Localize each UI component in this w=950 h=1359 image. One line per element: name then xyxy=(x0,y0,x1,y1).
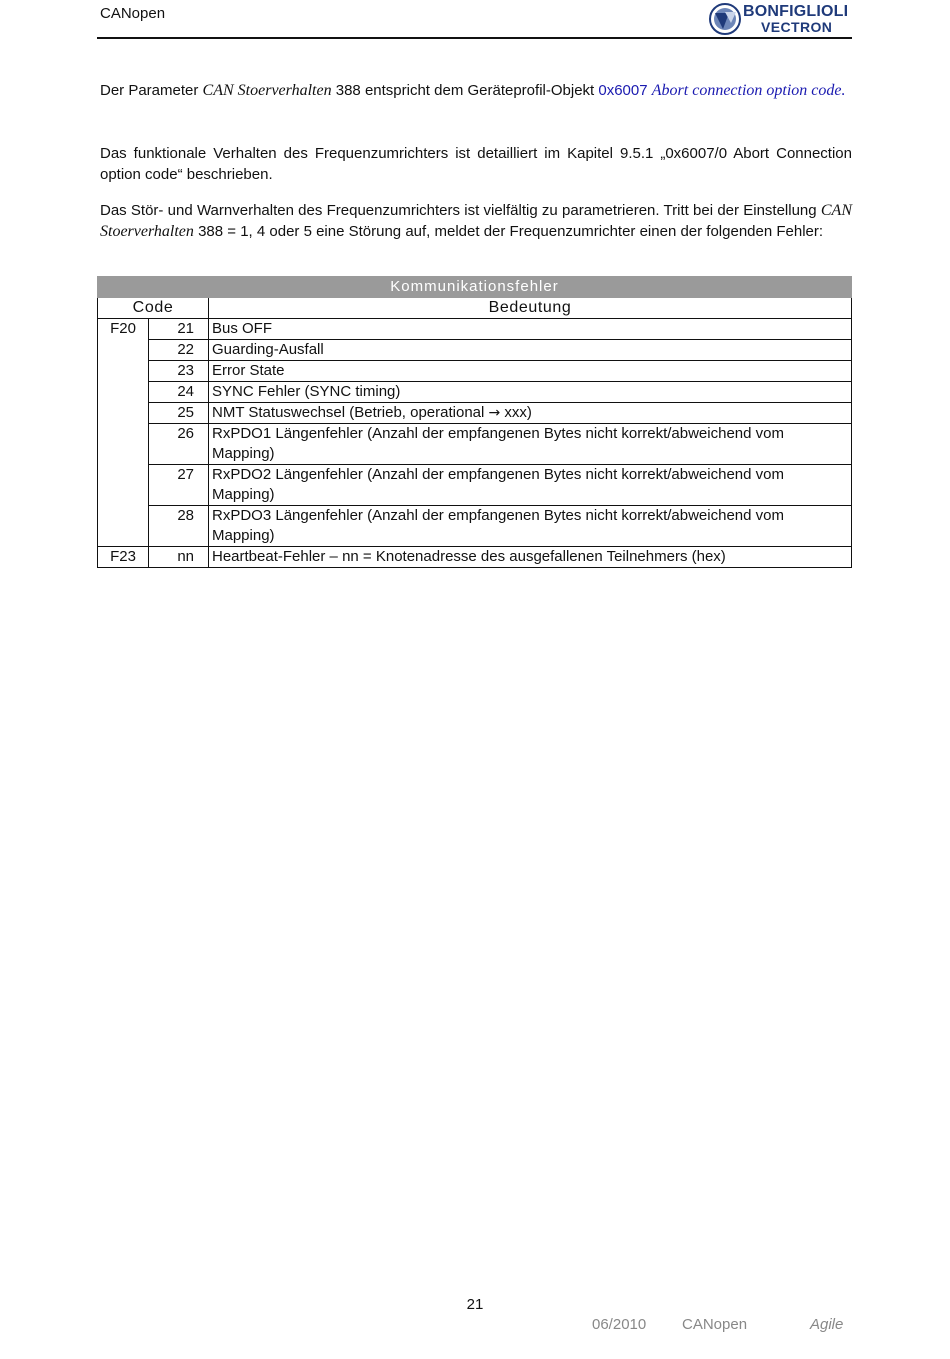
object-index-link[interactable]: 0x6007 xyxy=(598,82,648,99)
error-subcode: 28 xyxy=(149,506,209,547)
table-row xyxy=(98,403,852,424)
error-description: Bus OFF xyxy=(209,319,852,340)
footer-document: CANopen xyxy=(682,1316,748,1333)
body-text xyxy=(100,80,852,240)
table-row xyxy=(98,547,852,568)
footer-date: 06/2010 xyxy=(592,1316,647,1333)
text-span: . xyxy=(841,82,846,99)
error-description: RxPDO1 Längenfehler (Anzahl der empfangenen Bytes nicht korrekt/abweichend vom Mapping) xyxy=(209,424,852,465)
table-caption: Kommunikationsfehler xyxy=(98,277,852,298)
error-code-group-cont xyxy=(98,340,149,361)
error-subcode: 27 xyxy=(149,465,209,506)
text-span: Der Parameter xyxy=(100,82,203,99)
table-row xyxy=(98,340,852,361)
table-header-row xyxy=(98,298,852,319)
error-description: RxPDO3 Längenfehler (Anzahl der empfangenen Bytes nicht korrekt/abweichend vom Mapping) xyxy=(209,506,852,547)
table-row xyxy=(98,382,852,403)
error-subcode: 25 xyxy=(149,403,209,424)
table-caption-row xyxy=(98,277,852,298)
column-header-code: Code xyxy=(98,298,209,319)
error-code-group: F20 xyxy=(98,319,149,340)
error-description: RxPDO2 Längenfehler (Anzahl der empfangenen Bytes nicht korrekt/abweichend vom Mapping) xyxy=(209,465,852,506)
paragraph-parameter xyxy=(100,80,852,101)
arrow-right-icon: → xyxy=(488,405,501,421)
error-subcode: 26 xyxy=(149,424,209,465)
error-subcode: 22 xyxy=(149,340,209,361)
error-subcode: 21 xyxy=(149,319,209,340)
text-span: 388 = 1, 4 oder 5 eine Störung auf, meldet der Frequenzumrichter einen der folgenden Fehler: xyxy=(193,223,824,240)
table-row xyxy=(98,319,852,340)
logo-emblem-icon xyxy=(709,3,741,35)
error-subcode: 24 xyxy=(149,382,209,403)
footer-product: Agile xyxy=(810,1316,844,1333)
table-row xyxy=(98,465,852,506)
logo-text-vectron: VECTRON xyxy=(761,19,833,35)
parameter-name: CAN Stoerverhalten xyxy=(202,82,332,99)
error-subcode: 23 xyxy=(149,361,209,382)
error-code-group-cont xyxy=(98,361,149,382)
page-footer xyxy=(592,1316,843,1333)
table-row xyxy=(98,361,852,382)
paragraph-errors-intro xyxy=(100,200,852,242)
error-description xyxy=(209,403,852,424)
object-name-link[interactable]: Abort connection option code xyxy=(651,82,842,99)
text-span: NMT Statuswechsel (Betrieb, operational xyxy=(212,404,489,421)
column-header-meaning: Bedeutung xyxy=(209,298,852,319)
text-span: Das Stör- und Warnverhalten des Frequenzumrichters ist vielfältig zu parametrieren. Tritt bei der Einstellung xyxy=(100,202,821,219)
logo-text-bonfiglioli: BONFIGLIOLI xyxy=(743,3,849,20)
page-header xyxy=(97,0,852,40)
header-title: CANopen xyxy=(100,5,166,22)
table-row xyxy=(98,424,852,465)
parameter-name: CAN Stoerverhalten xyxy=(100,202,852,240)
error-description: Guarding-Ausfall xyxy=(209,340,852,361)
paragraph-reference: Das funktionale Verhalten des Frequenzumrichters ist detailliert im Kapitel 9.5.1 „0x6007/0 Abort Connection option code“ beschrieben. xyxy=(100,145,852,183)
company-logo xyxy=(709,2,852,36)
error-code-group-cont xyxy=(98,403,149,424)
error-description: Heartbeat-Fehler – nn = Knotenadresse des ausgefallenen Teilnehmers (hex) xyxy=(209,547,852,568)
error-subcode: nn xyxy=(149,547,209,568)
header-divider xyxy=(97,37,852,39)
error-description: SYNC Fehler (SYNC timing) xyxy=(209,382,852,403)
error-code-group: F23 xyxy=(98,547,149,568)
page-number: 21 xyxy=(466,1296,484,1313)
error-code-group-cont xyxy=(98,382,149,403)
text-span: 388 entspricht dem Geräteprofil-Objekt xyxy=(331,82,599,99)
text-span: xxx) xyxy=(500,404,532,421)
error-code-group-cont xyxy=(98,506,149,547)
error-description: Error State xyxy=(209,361,852,382)
table-row xyxy=(98,506,852,547)
error-code-group-cont xyxy=(98,424,149,465)
error-code-group-cont xyxy=(98,465,149,506)
error-table xyxy=(97,276,852,568)
